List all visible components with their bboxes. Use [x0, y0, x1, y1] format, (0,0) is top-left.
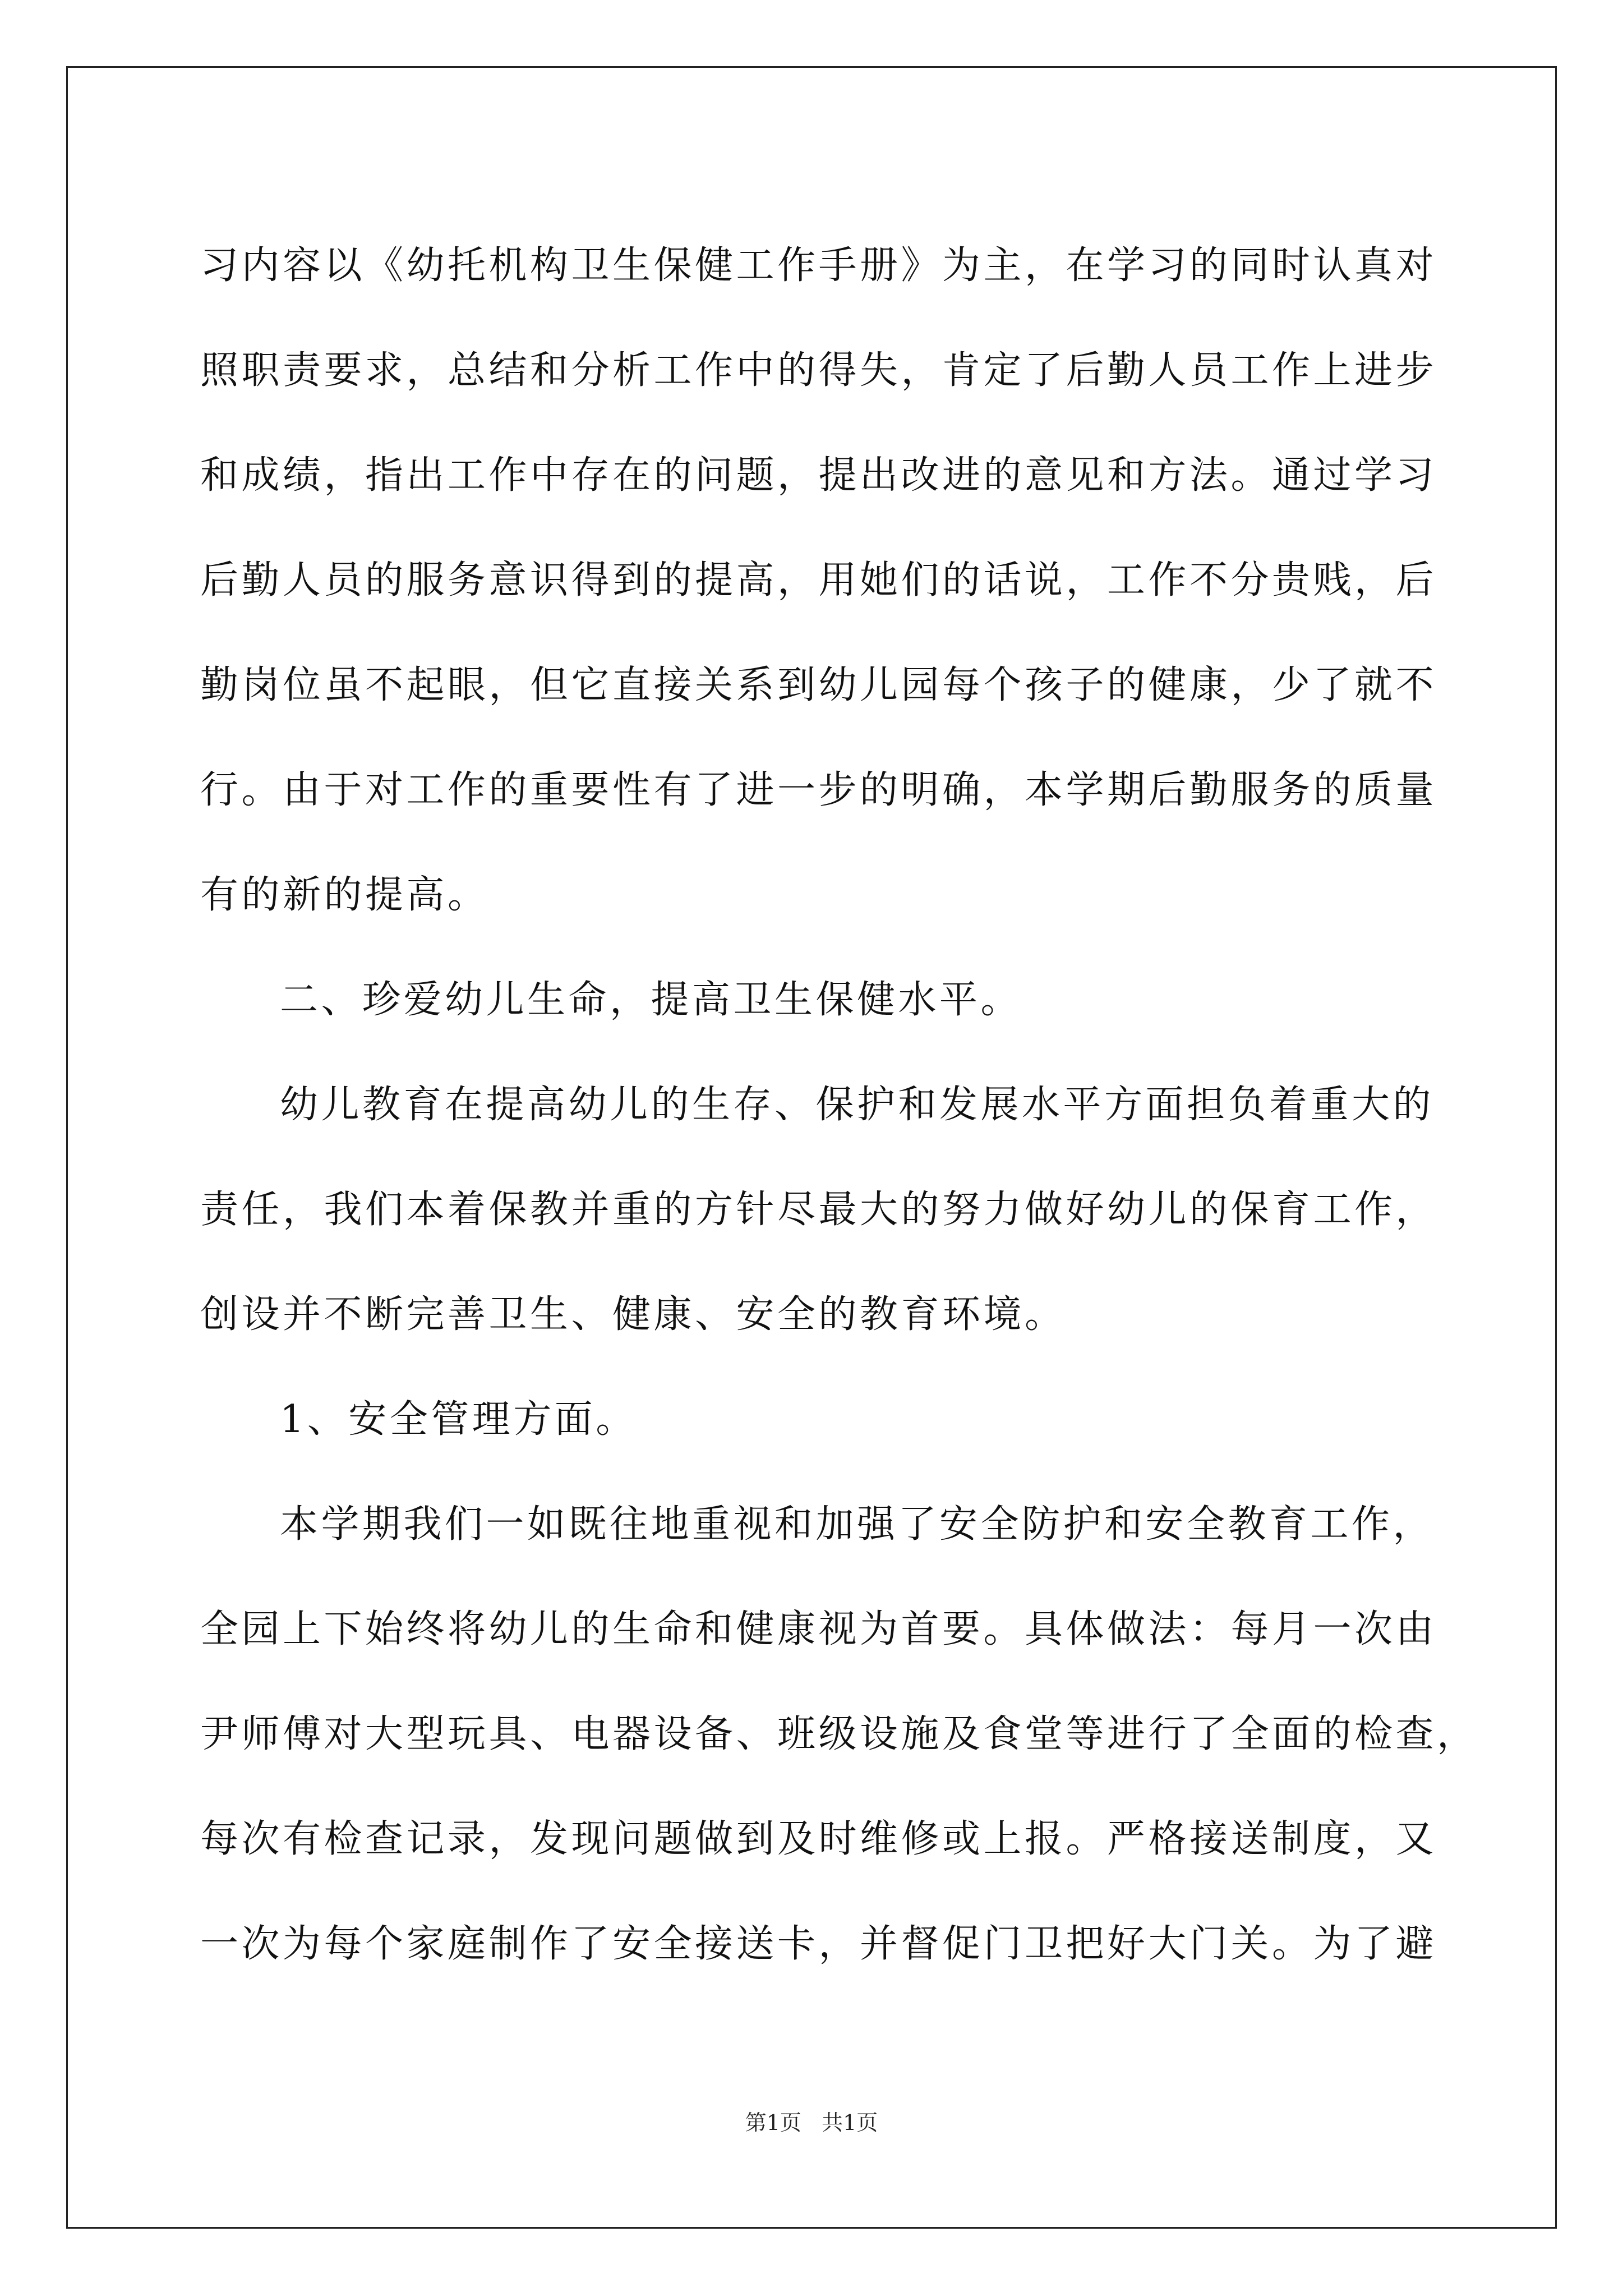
text-line-11: 创设并不断完善卫生、健康、安全的教育环境。	[200, 1292, 1066, 1337]
text-line-17: 一次为每个家庭制作了安全接送卡，并督促门卫把好大门关。为了避	[200, 1922, 1437, 1966]
text-line-13: 本学期我们一如既往地重视和加强了安全防护和安全教育工作，	[280, 1502, 1435, 1547]
subsection-heading: 1、安全管理方面。	[280, 1397, 637, 1442]
text-line-4: 后勤人员的服务意识得到的提高，用她们的话说，工作不分贵贱，后	[200, 558, 1437, 602]
section-heading: 二、珍爱幼儿生命，提高卫生保健水平。	[280, 978, 1022, 1022]
text-line-2: 照职责要求，总结和分析工作中的得失，肯定了后勤人员工作上进步	[200, 348, 1437, 393]
text-line-9: 幼儿教育在提高幼儿的生存、保护和发展水平方面担负着重大的	[280, 1083, 1435, 1127]
text-line-3: 和成绩，指出工作中存在的问题，提出改进的意见和方法。通过学习	[200, 453, 1437, 498]
text-line-15: 尹师傅对大型玩具、电器设备、班级设施及食堂等进行了全面的检查，	[200, 1712, 1478, 1756]
text-line-10: 责任，我们本着保教并重的方针尽最大的努力做好幼儿的保育工作，	[200, 1188, 1437, 1232]
text-line-1: 习内容以《幼托机构卫生保健工作手册》为主，在学习的同时认真对	[200, 243, 1437, 288]
page-footer: 第1页 共1页	[745, 2110, 878, 2135]
text-line-6: 行。由于对工作的重要性有了进一步的明确，本学期后勤服务的质量	[200, 768, 1437, 812]
text-line-7: 有的新的提高。	[200, 873, 489, 917]
text-line-16: 每次有检查记录，发现问题做到及时维修或上报。严格接送制度，又	[200, 1817, 1437, 1861]
text-line-14: 全园上下始终将幼儿的生命和健康视为首要。具体做法：每月一次由	[200, 1607, 1437, 1651]
document-body	[200, 213, 1478, 1996]
text-line-5: 勤岗位虽不起眼，但它直接关系到幼儿园每个孩子的健康，少了就不	[200, 663, 1437, 707]
